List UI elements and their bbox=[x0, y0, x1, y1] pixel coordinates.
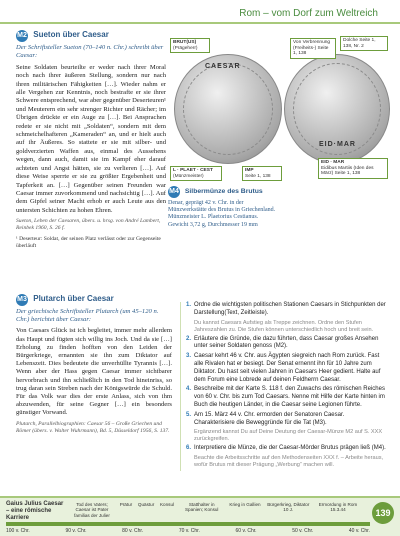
coin-figure bbox=[168, 38, 390, 179]
chapter-title: Rom – vom Dorf zum Weltreich bbox=[239, 8, 378, 19]
task-text: Am 15. März 44 v. Chr. ermorden der Senatoren Caesar. Charakterisiere die Beweggründe für die Tat (M3). bbox=[194, 411, 345, 426]
task-text: Ordne die wichtigsten politischen Stationen Caesars in Stichpunkten der Darstellung(Text, Zeitleiste). bbox=[194, 302, 386, 316]
timeline-event: Krieg in Gallien bbox=[229, 502, 261, 507]
task-item bbox=[186, 336, 386, 352]
timeline-tick: 70 v. Chr. bbox=[178, 528, 200, 534]
page-number: 139 bbox=[372, 502, 394, 524]
coin-reverse-legend: EID·MAR bbox=[319, 141, 356, 148]
timeline-event: Bürgerkrieg, Diktator 10 J. bbox=[267, 502, 310, 513]
timeline-event: Prätur bbox=[119, 502, 133, 507]
label-pileus bbox=[290, 38, 336, 59]
coin-reverse bbox=[284, 54, 390, 164]
m4-text: Denar, geprägt 42 v. Chr. in der Münzwerkstätte des Brutus in Griechenland. Münzmeister L. Plaetorius Cestianus. Gewicht 3,72 g, Durchmesser 19 mm bbox=[168, 200, 276, 228]
m2-title: Sueton über Caesar bbox=[33, 30, 109, 39]
task-item bbox=[186, 302, 386, 318]
m3-body: Von Caesars Glück ist ich begleitet, immer mehr allerdem das Haupt und fügten sich willig ins Joch. Und da sie […] Erholung zu finden hofften von den Leiden der Bürgerkriege, ernannten sie ihn zum Diktator auf Lebenszeit. Dies bedeutete die unverhüllte Tyrannis […]. Wenn aber der Hass gegen Caesar immer sichtbarer hervorbrach und ihn schließlich in den Tod hineinriss, so trug daran sein Streben nach der Königswürde die Schuld. Für das Volk war dies der erste Anlass, sich von ihm abzuwenden, für seine Gegner […] ein besonders günstiger Vorwand. bbox=[16, 327, 172, 417]
label-lplaet-text: (Münzmeister) bbox=[173, 173, 204, 179]
m4-title: Silbermünze des Brutus bbox=[184, 188, 263, 195]
timeline bbox=[0, 496, 400, 536]
label-imp bbox=[242, 166, 282, 181]
m3-marker: M3 bbox=[16, 294, 28, 306]
m2-source: Sueton, Leben der Caesaren, übers. u. hrsg. von André Lambert, Reinbek 1960, S. 26 f. bbox=[16, 218, 161, 232]
timeline-heading: Gaius Julius Caesar – eine römische Karriere bbox=[6, 501, 64, 521]
timeline-tick: 90 v. Chr. bbox=[65, 528, 87, 534]
m2-body: Seine Soldaten beurteilte er weder nach ihrer Moral noch nach ihrer äußeren Stellung, sondern nur nach ihren militärischen Fähigkeiten […]. Wieder nahm er alle Vergehen zur Kenntnis, noch bestrafte er sie ihrer Schwere entsprechend, war aber gegenüber Deserteuren¹ und Meuterern ein sehr strenger Richter und Rächer; im Übrigen drückte er ein Auge zu […]. Bei Ansprachen redete er sie nicht mit „Soldaten“, sondern mit dem schmeichelhafteren „Kameraden“ an, und er hielt auch auf ihr Äußeres. So stattete er sie mit silber- und goldverzierten Waffen aus, einmal des Aussehens wegen, dann auch, damit sie im Kampf eher darauf achteten und Angst hätten, sie zu verlieren […]. Auf diese Weise sperrte er sie zu größter Ergebenheit und Tapferkeit an. […] Gegenüber seinen Freunden war Caesar immer zuvorkommend und nachsichtig […]. Auf dem Gipfel seiner Macht erhob er auch Leute aus den untersten Schichten zu hohen Ehren. bbox=[16, 63, 166, 214]
task-item bbox=[186, 412, 386, 428]
m3-heading bbox=[16, 294, 172, 306]
timeline-tick: 40 v. Chr. bbox=[348, 528, 370, 534]
label-eidmar-text: Eidibus Martiis (Iden des März) Seite 1, 138 bbox=[321, 165, 374, 177]
timeline-tick: 100 v. Chr. bbox=[6, 528, 30, 534]
header-rule bbox=[0, 22, 400, 24]
task-number: 6. bbox=[186, 445, 192, 452]
coin-obverse-rim bbox=[183, 63, 273, 155]
timeline-event: Ermordung in Rom 15.3.44 bbox=[318, 502, 358, 513]
task-help: Ergänzend kannst Du auf Deine Deutung der Caesar-Münze M2 auf S. XXX zurückgreifen. bbox=[194, 429, 383, 443]
timeline-event: Tod des Vaters; Caesar ist Pater familias der Julier bbox=[74, 502, 110, 518]
task-item bbox=[186, 353, 386, 384]
label-brutus bbox=[170, 38, 210, 53]
label-pileus-text: Von Verbrennung (Freiheits-) Seite 1, 138 bbox=[293, 40, 331, 57]
task-number: 4. bbox=[186, 386, 192, 393]
timeline-event: Konsul bbox=[159, 502, 175, 507]
timeline-tick: 60 v. Chr. bbox=[235, 528, 257, 534]
m4-marker: M4 bbox=[168, 186, 180, 198]
label-imp-title: IMP bbox=[245, 168, 254, 173]
task-item bbox=[186, 445, 386, 453]
label-brutus-text: (Prägeherr) bbox=[173, 45, 198, 51]
timeline-event: Quästur bbox=[137, 502, 155, 507]
m3-section bbox=[16, 294, 172, 435]
label-brutus-title: BRUT(US) bbox=[173, 40, 197, 45]
m2-heading bbox=[16, 30, 166, 42]
task-number: 3. bbox=[186, 353, 192, 360]
task-text: Beschreibe mit der Karte S. 118 f. den Zuwachs des römischen Reiches von 60 v. Chr. bis zum Tod Caesars. Nenne mit Hilfe der Karte hinten im Buch die heutigen Länder, in die Caesar seine Legionen führte. bbox=[194, 386, 385, 408]
label-dolche bbox=[340, 36, 388, 51]
task-number: 1. bbox=[186, 302, 192, 308]
timeline-events bbox=[70, 502, 360, 518]
task-help: Beachte die Arbeitsschritte auf den Methodenseiten XXX f. – Arbeite heraus, wofür Brutus mit dieser Prägung „Werbung“ machen will. bbox=[194, 455, 384, 469]
task-number: 5. bbox=[186, 411, 192, 418]
timeline-tick: 50 v. Chr. bbox=[292, 528, 314, 534]
label-dolche-text: Dolche Seite 1, 138, Nr. 2 bbox=[343, 38, 376, 49]
coin-obverse-legend: CAESAR bbox=[205, 63, 241, 70]
label-imp-text: Seite 1, 138 bbox=[245, 173, 271, 179]
task-text: Caesar kehrt 46 v. Chr. aus Ägypten siegreich nach Rom zurück. Fast alle Rivalen hat er besiegt. Der Senat ernennt ihn für 10 Jahre zum Diktator. Du hast seit vielen Jahren in Caesars Heer gedient. Halte auf dem Forum eine Lobrede auf deinen Feldherrn Caesar. bbox=[194, 353, 381, 383]
m4-caption bbox=[168, 186, 276, 229]
timeline-tick: 80 v. Chr. bbox=[122, 528, 144, 534]
m3-source: Plutarch, Parallelbiographien: Caesar 56 – Große Griechen und Römer (übers. v. Walter Wuhrmann), Bd. 5, Düsseldorf 1956, S. 137. bbox=[16, 420, 170, 434]
label-lplaet-title: L · PLAET · CEST bbox=[173, 168, 213, 173]
m2-subtitle: Der Schriftsteller Sueton (70–140 n. Chr.) schreibt über Caesar: bbox=[16, 44, 164, 60]
label-eidmar-title: EID · MAR bbox=[321, 160, 345, 165]
m3-subtitle: Der griechische Schriftsteller Plutarch (um 45–120 n. Chr.) berichtet über Caesar: bbox=[16, 308, 159, 324]
label-lplaet bbox=[170, 166, 222, 181]
task-text: Erläutere die Gründe, die dazu führten, dass Caesar großes Ansehen unter seiner Soldaten genoss (M2). bbox=[194, 335, 379, 350]
task-item bbox=[186, 386, 386, 409]
coin-obverse bbox=[174, 54, 282, 164]
m3-title: Plutarch über Caesar bbox=[33, 294, 114, 303]
m2-marker: M2 bbox=[16, 30, 28, 42]
timeline-bar bbox=[6, 522, 370, 526]
timeline-event: Statthalter in Spanien; Konsul bbox=[184, 502, 219, 513]
task-number: 2. bbox=[186, 335, 192, 342]
m2-section bbox=[16, 30, 166, 250]
task-list bbox=[180, 302, 386, 471]
timeline-ticks bbox=[6, 528, 370, 534]
m2-footnote: ¹ Deserteur: Soldat, der seinen Platz verlässt oder zur Gegenseite überläuft bbox=[16, 236, 161, 250]
m4-heading bbox=[168, 186, 276, 198]
task-help: Du kannst Caesars Aufstieg als Treppe zeichnen. Ordne den Stufen Jahreszahlen zu. Die Stufen können unterschiedlich hoch und breit sein. bbox=[194, 319, 374, 333]
label-eidmar bbox=[318, 158, 388, 179]
task-text: Interpretiere die Münze, die der Caesar-Mörder Brutus prägen ließ (M4). bbox=[194, 445, 386, 452]
